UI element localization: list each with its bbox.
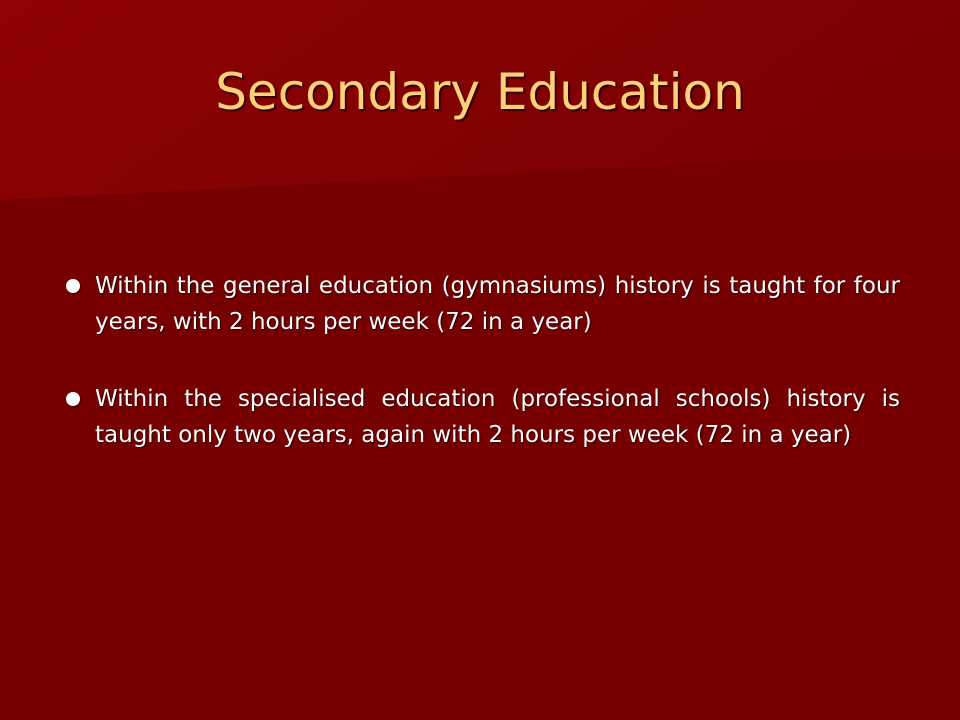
bullet-text: Within the specialised education (professional schools) history is taught only two years, again with 2 hours per week (72 in a year) <box>95 386 900 448</box>
bullet-text: Within the general education (gymnasiums) history is taught for four years, with 2 hours per week (72 in a year) <box>95 273 900 335</box>
bullet-dot-icon <box>66 392 80 406</box>
slide-title: Secondary Education <box>215 63 745 121</box>
bullet-item <box>60 268 900 340</box>
bullet-item <box>60 381 900 453</box>
bullet-list <box>60 268 900 494</box>
bullet-dot-icon <box>66 279 80 293</box>
